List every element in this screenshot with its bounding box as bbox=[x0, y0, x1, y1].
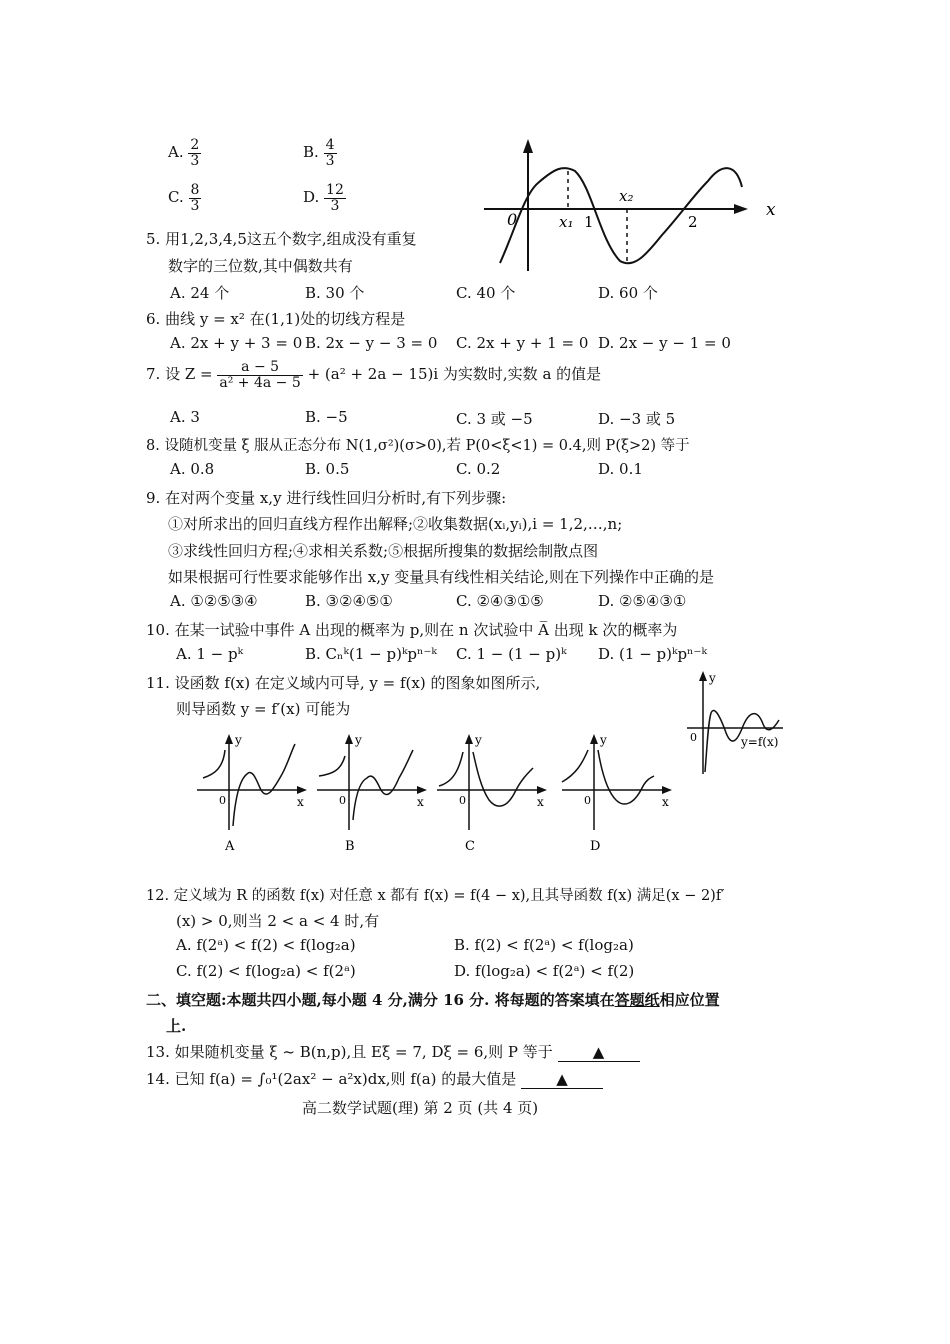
q5-option-b: B. 30 个 bbox=[305, 284, 365, 302]
q5-stem-line1: 5. 用1,2,3,4,5这五个数字,组成没有重复 bbox=[146, 230, 417, 248]
curve-right bbox=[233, 744, 295, 826]
function-curve bbox=[500, 168, 742, 263]
x1-label: x₁ bbox=[559, 213, 574, 231]
q6-option-c: C. 2x + y + 1 = 0 bbox=[456, 334, 589, 352]
x-axis-arrow-icon bbox=[734, 204, 748, 214]
curve-right bbox=[598, 750, 654, 804]
page-footer: 高二数学试题(理) 第 2 页 (共 4 页) bbox=[302, 1099, 539, 1117]
q10-stem: 10. 在某一试验中事件 A 出现的概率为 p,则在 n 次试验中 A̅ 出现 k 次的概率为 bbox=[146, 621, 678, 639]
option-label: A bbox=[225, 839, 235, 854]
q14-stem: 14. 已知 f(a) = ∫₀¹(2ax² − a²x)dx,则 f(a) 的最大值是 ▲ bbox=[146, 1068, 603, 1089]
x-label: x bbox=[537, 795, 544, 809]
q4-option-c: C. $\frac{8}{3}$ bbox=[168, 182, 200, 214]
x-axis-label: x bbox=[766, 200, 776, 220]
q6-option-b: B. 2x − y − 3 = 0 bbox=[305, 334, 438, 352]
q9-step-line2: ③求线性回归方程;④求相关系数;⑤根据所搜集的数据绘制散点图 bbox=[168, 542, 599, 560]
origin-label: 0 bbox=[459, 794, 466, 807]
x-label: x bbox=[662, 795, 669, 809]
y-label: y bbox=[475, 733, 482, 747]
x-axis-arrow-icon bbox=[297, 786, 307, 794]
q11-option-a-graph[interactable] bbox=[195, 730, 310, 855]
q4-option-d: D. $\frac{12}{3}$ bbox=[303, 182, 344, 214]
y-axis-arrow-icon bbox=[345, 734, 353, 744]
q12-option-d: D. f(log₂a) < f(2ᵃ) < f(2) bbox=[454, 962, 635, 980]
curve-left bbox=[439, 752, 463, 786]
one-label: 1 bbox=[584, 213, 594, 231]
q12-stem-line2: (x) > 0,则当 2 < a < 4 时,有 bbox=[176, 912, 380, 930]
origin-label: 0 bbox=[507, 210, 518, 229]
fraction: $\frac{4}{3}$ bbox=[325, 137, 335, 169]
q9-option-d: D. ②⑤④③① bbox=[598, 592, 687, 610]
q9-stem: 9. 在对两个变量 x,y 进行线性回归分析时,有下列步骤: bbox=[146, 489, 507, 507]
x-label: x bbox=[417, 795, 424, 809]
origin-label: 0 bbox=[690, 731, 697, 744]
q8-stem: 8. 设随机变量 ξ 服从正态分布 N(1,σ²)(σ>0),若 P(0<ξ<1) = 0.4,则 P(ξ>2) 等于 bbox=[146, 438, 690, 454]
q6-option-a: A. 2x + y + 3 = 0 bbox=[170, 334, 303, 352]
option-label: C bbox=[465, 839, 475, 854]
curve-right bbox=[353, 750, 413, 820]
q10-option-a: A. 1 − pᵏ bbox=[176, 645, 244, 663]
q8-option-b: B. 0.5 bbox=[305, 460, 350, 478]
q11-main-graph bbox=[683, 668, 793, 776]
q9-option-c: C. ②④③①⑤ bbox=[456, 592, 544, 610]
q14-answer-blank[interactable]: ▲ bbox=[521, 1070, 603, 1089]
q4-option-b: B. $\frac{4}{3}$ bbox=[303, 137, 335, 169]
q7-stem: 7. 设 Z = $\frac{a - 5}{\text{a² + 4a − 5}}$ + (a² + 2a − 15)i 为实数时,实数 a 的值是 bbox=[146, 359, 602, 391]
q9-option-a: A. ①②⑤③④ bbox=[170, 592, 258, 610]
q7-option-b: B. −5 bbox=[305, 408, 348, 426]
q11-option-c-graph[interactable] bbox=[435, 730, 550, 855]
q6-stem: 6. 曲线 y = x² 在(1,1)处的切线方程是 bbox=[146, 310, 406, 328]
option-label: B bbox=[345, 839, 355, 854]
q8-option-d: D. 0.1 bbox=[598, 460, 643, 478]
curve-left bbox=[562, 750, 588, 782]
fraction: $\frac{12}{3}$ bbox=[326, 182, 344, 214]
y-label: y bbox=[235, 733, 242, 747]
two-label: 2 bbox=[688, 213, 698, 231]
origin-label: 0 bbox=[584, 794, 591, 807]
y-label: y bbox=[709, 671, 716, 685]
q9-option-b: B. ③②④⑤① bbox=[305, 592, 393, 610]
answer-sheet-term: 答题纸 bbox=[614, 991, 660, 1009]
x2-label: x₂ bbox=[619, 187, 634, 205]
y-label: y bbox=[355, 733, 362, 747]
q9-step-line3: 如果根据可行性要求能够作出 x,y 变量具有线性相关结论,则在下列操作中正确的是 bbox=[168, 568, 715, 586]
q11-stem-line2: 则导函数 y = f′(x) 可能为 bbox=[176, 700, 351, 718]
q7-fraction: $\frac{a - 5}{\text{a² + 4a − 5}}$ bbox=[219, 359, 301, 391]
q5-option-c: C. 40 个 bbox=[456, 284, 516, 302]
q12-stem-line1: 12. 定义域为 R 的函数 f(x) 对任意 x 都有 f(x) = f(4 − x),且其导函数 f(x) 满足(x − 2)f′ bbox=[146, 888, 725, 904]
q11-option-b-graph[interactable] bbox=[315, 730, 430, 855]
x-label: x bbox=[297, 795, 304, 809]
curve-label: y=f(x) bbox=[741, 735, 779, 749]
q13-answer-blank[interactable]: ▲ bbox=[558, 1043, 640, 1062]
x-axis-arrow-icon bbox=[417, 786, 427, 794]
option-label: D bbox=[590, 839, 601, 854]
q8-option-c: C. 0.2 bbox=[456, 460, 501, 478]
section2-heading: 二、填空题:本题共四小题,每小题 4 分,满分 16 分. 将每题的答案填在答题纸相应位置 bbox=[146, 991, 720, 1009]
q10-option-c: C. 1 − (1 − p)ᵏ bbox=[456, 645, 567, 663]
y-axis-arrow-icon bbox=[523, 139, 533, 153]
q10-option-d: D. (1 − p)ᵏpⁿ⁻ᵏ bbox=[598, 645, 707, 663]
x-axis-arrow-icon bbox=[662, 786, 672, 794]
q13-stem: 13. 如果随机变量 ξ ~ B(n,p),且 Eξ = 7, Dξ = 6,则 P 等于 ▲ bbox=[146, 1041, 640, 1062]
q6-option-d: D. 2x − y − 1 = 0 bbox=[598, 334, 731, 352]
fraction: $\frac{2}{3}$ bbox=[190, 137, 200, 169]
q7-option-a: A. 3 bbox=[170, 408, 200, 426]
x-axis-arrow-icon bbox=[537, 786, 547, 794]
y-label: y bbox=[600, 733, 607, 747]
q7-option-c: C. 3 或 −5 bbox=[456, 410, 533, 428]
q11-option-d-graph[interactable] bbox=[560, 730, 675, 855]
y-axis-arrow-icon bbox=[590, 734, 598, 744]
q12-option-a: A. f(2ᵃ) < f(2) < f(log₂a) bbox=[176, 936, 356, 954]
y-axis-arrow-icon bbox=[225, 734, 233, 744]
q4-function-graph bbox=[480, 135, 790, 275]
q9-step-line1: ①对所求出的回归直线方程作出解释;②收集数据(xᵢ,yᵢ),i = 1,2,…,n; bbox=[168, 515, 623, 533]
y-axis-arrow-icon bbox=[699, 671, 707, 681]
fraction: $\frac{8}{3}$ bbox=[190, 182, 200, 214]
q4-option-a: A. $\frac{2}{3}$ bbox=[168, 137, 200, 169]
q10-option-b: B. Cₙᵏ(1 − p)ᵏpⁿ⁻ᵏ bbox=[305, 645, 437, 663]
origin-label: 0 bbox=[219, 794, 226, 807]
q11-stem-line1: 11. 设函数 f(x) 在定义域内可导, y = f(x) 的图象如图所示, bbox=[146, 674, 541, 692]
curve-left bbox=[203, 750, 225, 778]
q5-option-a: A. 24 个 bbox=[170, 284, 230, 302]
origin-label: 0 bbox=[339, 794, 346, 807]
section2-heading-line2: 上. bbox=[166, 1017, 187, 1035]
q8-option-a: A. 0.8 bbox=[170, 460, 215, 478]
q12-option-b: B. f(2) < f(2ᵃ) < f(log₂a) bbox=[454, 936, 634, 954]
q12-option-c: C. f(2) < f(log₂a) < f(2ᵃ) bbox=[176, 962, 356, 980]
y-axis-arrow-icon bbox=[465, 734, 473, 744]
curve-right bbox=[473, 752, 533, 806]
q7-option-d: D. −3 或 5 bbox=[598, 410, 676, 428]
q5-option-d: D. 60 个 bbox=[598, 284, 658, 302]
q5-stem-line2: 数字的三位数,其中偶数共有 bbox=[168, 257, 353, 275]
curve-left bbox=[319, 756, 345, 776]
